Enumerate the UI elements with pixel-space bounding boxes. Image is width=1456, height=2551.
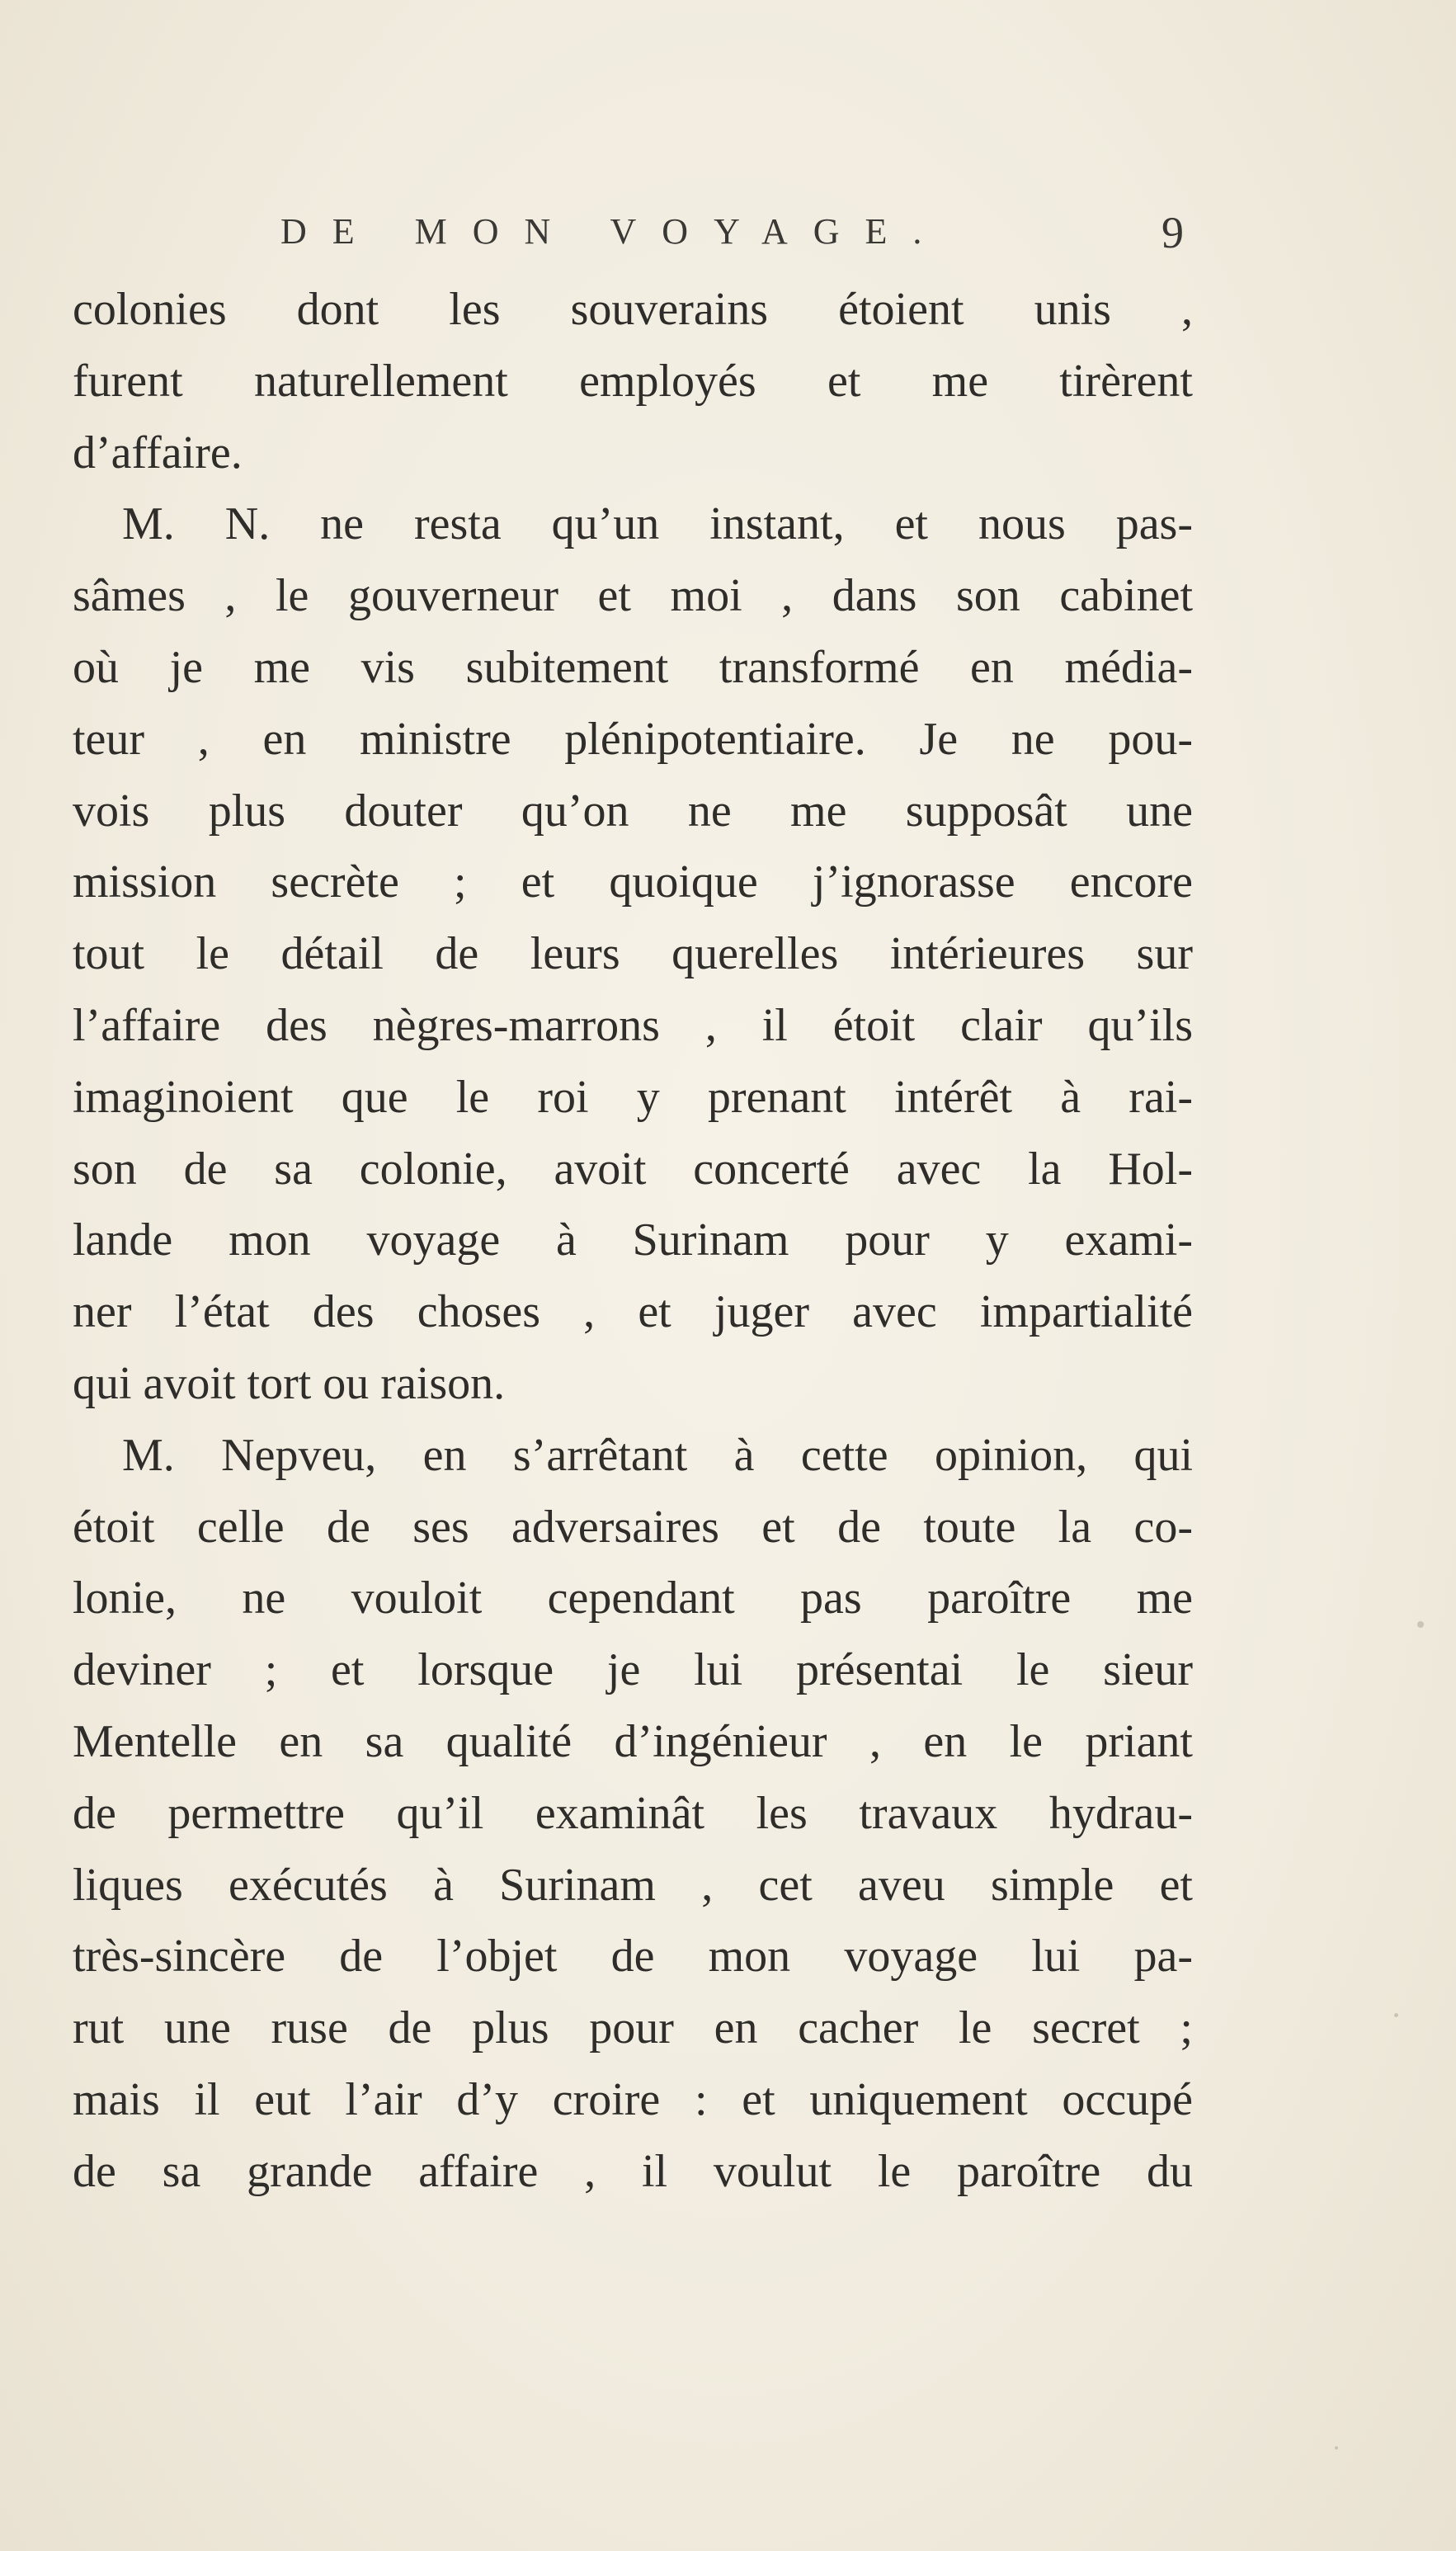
text-line: furent naturellement employés et me tirèrent	[73, 355, 1193, 407]
text-line: mais il eut l’air d’y croire : et uniquement occupé	[73, 2073, 1193, 2125]
text-line: tout le détail de leurs querelles intérieures sur	[73, 928, 1193, 980]
page-header	[280, 210, 1184, 276]
text-line: très-sincère de l’objet de mon voyage lui pa-	[73, 1931, 1193, 1983]
paper-speck	[1394, 2013, 1398, 2017]
running-head: DE MON VOYAGE.	[280, 211, 948, 252]
text-line: teur , en ministre plénipotentiaire. Je ne pou-	[73, 713, 1193, 765]
text-line: mission secrète ; et quoique j’ignorasse encore	[73, 856, 1193, 908]
text-line: étoit celle de ses adversaires et de toute la co-	[73, 1501, 1193, 1553]
text-line: d’affaire.	[73, 427, 243, 479]
text-line: son de sa colonie, avoit concerté avec la Hol-	[73, 1143, 1193, 1195]
paper-speck	[1335, 2446, 1338, 2450]
body-text	[73, 274, 1193, 2208]
text-line: de permettre qu’il examinât les travaux hydrau-	[73, 1787, 1193, 1839]
text-line: qui avoit tort ou raison.	[73, 1357, 506, 1409]
text-line: vois plus douter qu’on ne me supposât une	[73, 785, 1193, 837]
text-line: ner l’état des choses , et juger avec impartialité	[73, 1286, 1193, 1338]
text-line: lonie, ne vouloit cependant pas paroître me	[73, 1573, 1193, 1624]
text-line: Mentelle en sa qualité d’ingénieur , en le priant	[73, 1715, 1193, 1767]
text-line: lande mon voyage à Surinam pour y exami-	[73, 1214, 1193, 1266]
text-line: M. Nepveu, en s’arrêtant à cette opinion, qui	[122, 1429, 1193, 1481]
text-line: M. N. ne resta qu’un instant, et nous pas-	[122, 498, 1193, 550]
paper-speck	[1417, 1621, 1424, 1628]
page-number: 9	[1162, 208, 1184, 257]
paper-speck	[745, 2166, 749, 2170]
text-line: imaginoient que le roi y prenant intérêt à rai-	[73, 1071, 1193, 1123]
text-line: sâmes , le gouverneur et moi , dans son cabinet	[73, 570, 1193, 622]
text-line: liques exécutés à Surinam , cet aveu simple et	[73, 1859, 1193, 1911]
text-line: rut une ruse de plus pour en cacher le secret ;	[73, 2002, 1193, 2054]
text-line: l’affaire des nègres-marrons , il étoit clair qu’ils	[73, 999, 1193, 1051]
text-line: colonies dont les souverains étoient unis ,	[73, 284, 1193, 335]
text-line: deviner ; et lorsque je lui présentai le sieur	[73, 1644, 1193, 1696]
text-line: où je me vis subitement transformé en média-	[73, 641, 1193, 693]
text-line: de sa grande affaire , il voulut le paroître du	[73, 2145, 1193, 2197]
